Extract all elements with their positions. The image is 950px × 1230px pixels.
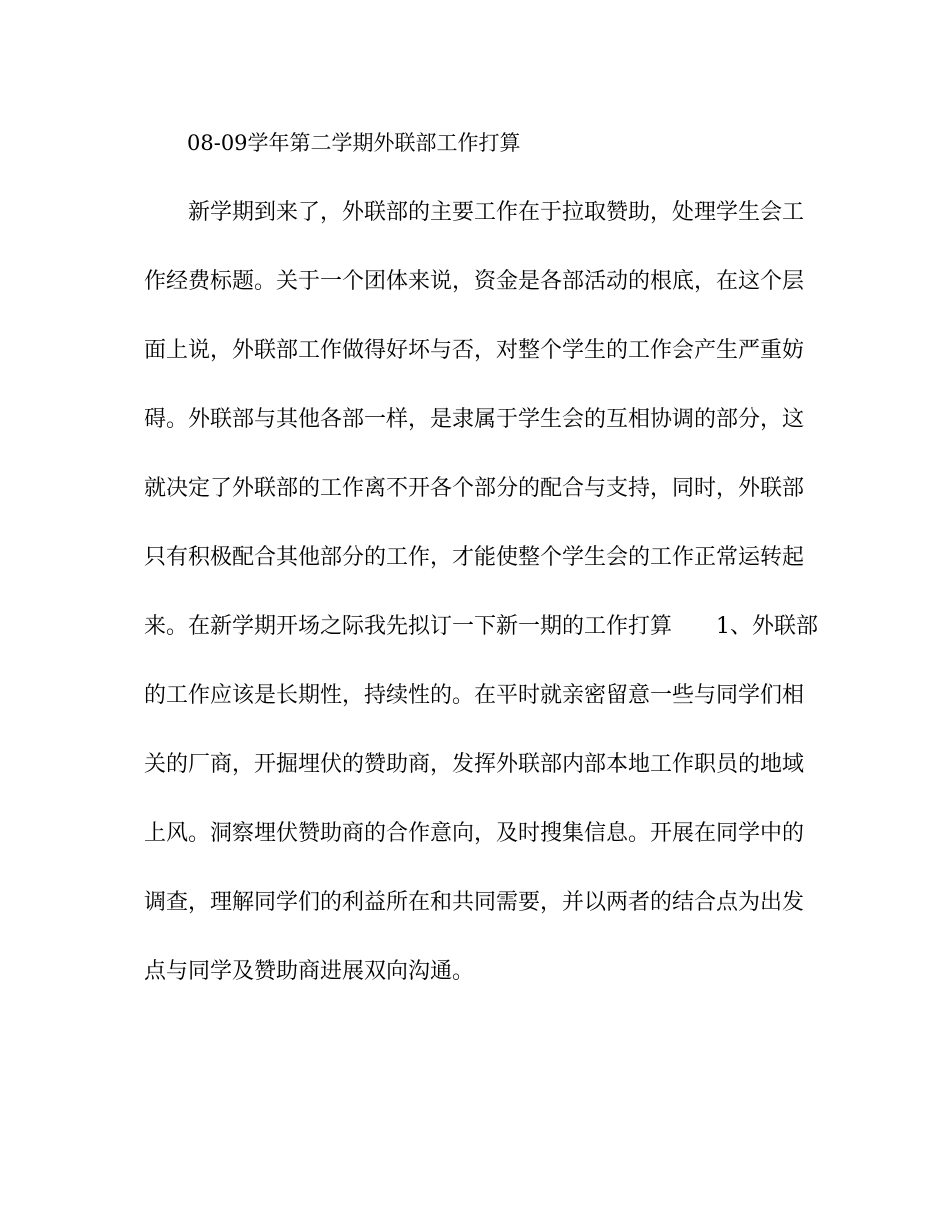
paragraph-line: 的工作应该是长期性，持续性的。在平时就亲密留意一些与同学们相 — [144, 683, 805, 708]
paragraph-line: 碍。外联部与其他各部一样，是隶属于学生会的互相协调的部分，这 — [144, 407, 805, 432]
paragraph-line: 来。在新学期开场之际我先拟订一下新一期的工作打算 1、外联部 — [144, 614, 818, 639]
paragraph-line: 作经费标题。关于一个团体来说，资金是各部活动的根底，在这个层 — [144, 269, 805, 294]
paragraph-line: 新学期到来了，外联部的主要工作在于拉取赞助，处理学生会工 — [144, 200, 805, 225]
paragraph-line: 点与同学及赞助商进展双向沟通。 — [144, 959, 475, 984]
paragraph-line: 面上说，外联部工作做得好坏与否，对整个学生的工作会产生严重妨 — [144, 338, 805, 363]
paragraph-line: 调查，理解同学们的利益所在和共同需要，并以两者的结合点为出发 — [144, 890, 805, 915]
document-title: 08-09学年第二学期外联部工作打算 — [187, 131, 521, 155]
paragraph-line: 关的厂商，开掘埋伏的赞助商，发挥外联部内部本地工作职员的地域 — [144, 752, 805, 777]
paragraph-line: 只有积极配合其他部分的工作，才能使整个学生会的工作正常运转起 — [144, 545, 805, 570]
paragraph-line: 上风。洞察埋伏赞助商的合作意向，及时搜集信息。开展在同学中的 — [144, 821, 805, 846]
paragraph-line: 就决定了外联部的工作离不开各个部分的配合与支持，同时，外联部 — [144, 476, 805, 501]
